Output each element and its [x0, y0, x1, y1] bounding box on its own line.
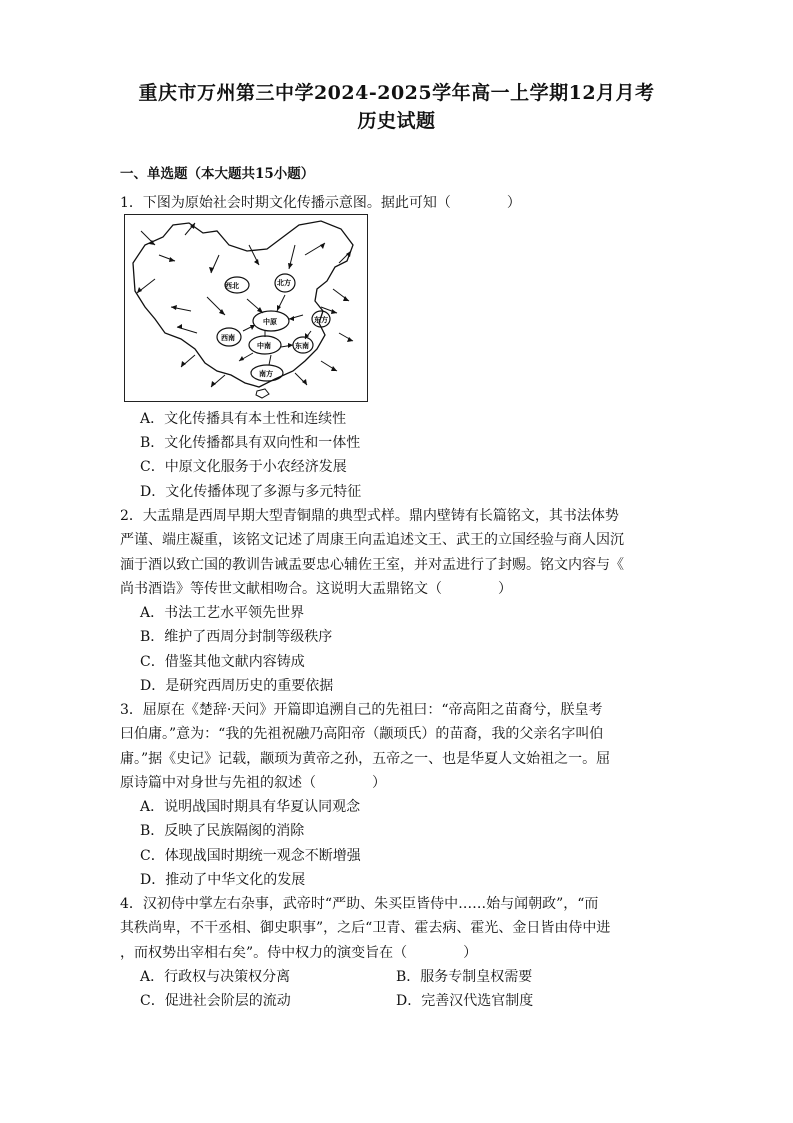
- label-southeast: 东南: [295, 342, 309, 350]
- label-northwest: 西北: [225, 282, 239, 290]
- q1-option-b: B．文化传播都具有双向性和一体性: [140, 435, 361, 451]
- question-1-stem: 1．下图为原始社会时期文化传播示意图。据此可知（ ）: [120, 195, 521, 211]
- label-east: 东方: [314, 316, 328, 324]
- q1-option-d: D．文化传播体现了多源与多元特征: [140, 484, 362, 500]
- question-2-line-4: 尚书酒诰》等传世文献相吻合。这说明大盂鼎铭文（ ）: [120, 581, 512, 597]
- q3-option-b: B．反映了民族隔阂的消除: [140, 823, 305, 839]
- q1-option-c: C．中原文化服务于小农经济发展: [140, 459, 347, 475]
- q3-option-c: C．体现战国时期统一观念不断增强: [140, 848, 361, 864]
- q2-option-c: C．借鉴其他文献内容铸成: [140, 654, 305, 670]
- q2-option-a: A．书法工艺水平领先世界: [140, 605, 305, 621]
- arrow-heads: [137, 223, 353, 387]
- q2-option-d: D．是研究西周历史的重要依据: [140, 678, 334, 694]
- label-south: 南方: [259, 370, 273, 378]
- q4-option-d: D．完善汉代选官制度: [396, 993, 534, 1009]
- q4-option-b: B．服务专制皇权需要: [396, 969, 533, 985]
- q1-option-a: A．文化传播具有本土性和连续性: [140, 411, 347, 427]
- q4-option-c: C．促进社会阶层的流动: [140, 993, 291, 1009]
- map-figure: [125, 215, 367, 401]
- question-3-line-4: 原诗篇中对身世与先祖的叙述（ ）: [120, 775, 386, 791]
- label-central-south: 中南: [257, 342, 271, 350]
- label-central: 中原: [263, 318, 277, 326]
- label-north: 北方: [277, 279, 291, 287]
- question-2-line-3: 湎于酒以致亡国的教训告诫盂要忠心辅佐王室，并对盂进行了封赐。铭文内容与《: [120, 557, 624, 573]
- question-4-line-1: 4．汉初侍中掌左右杂事，武帝时“严助、朱买臣皆侍中……始与闻朝政”，“而: [120, 896, 599, 912]
- question-3-line-2: 曰伯庸。”意为：“我的先祖祝融乃高阳帝（颛顼氏）的苗裔，我的父亲名字叫伯: [120, 726, 604, 742]
- spread-arrows: [137, 223, 353, 387]
- question-2-line-2: 严谨、端庄凝重，该铭文记述了周康王向盂追述文王、武王的立国经验与商人因沉: [120, 532, 624, 548]
- question-2-line-1: 2．大盂鼎是西周早期大型青铜鼎的典型式样。鼎内壁铸有长篇铭文，其书法体势: [120, 508, 619, 524]
- culture-spread-map: [124, 214, 368, 402]
- q2-option-b: B．维护了西周分封制等级秩序: [140, 629, 333, 645]
- document-title: 重庆市万州第三中学2024-2025学年高一上学期12月月考: [138, 82, 655, 104]
- q4-option-a: A．行政权与决策权分离: [140, 969, 291, 985]
- question-3-line-1: 3．屈原在《楚辞·天问》开篇即追溯自己的先祖曰：“帝高阳之苗裔兮，朕皇考: [120, 702, 603, 718]
- hainan-island: [256, 389, 269, 398]
- q3-option-d: D．推动了中华文化的发展: [140, 872, 306, 888]
- question-4-line-3: ，而权势出宰相右矣”。侍中权力的演变旨在（ ）: [120, 945, 478, 961]
- section-heading: 一、单选题（本大题共15小题）: [120, 166, 315, 182]
- q3-option-a: A．说明战国时期具有华夏认同观念: [140, 799, 361, 815]
- document-subtitle: 历史试题: [357, 110, 436, 132]
- label-southwest: 西南: [221, 334, 235, 342]
- question-3-line-3: 庸。”据《史记》记载，颛顼为黄帝之孙，五帝之一、也是华夏人文始祖之一。屈: [120, 751, 611, 767]
- question-4-line-2: 其秩尚卑，不干丞相、御史职事”，之后“卫青、霍去病、霍光、金日皆由侍中进: [120, 920, 611, 936]
